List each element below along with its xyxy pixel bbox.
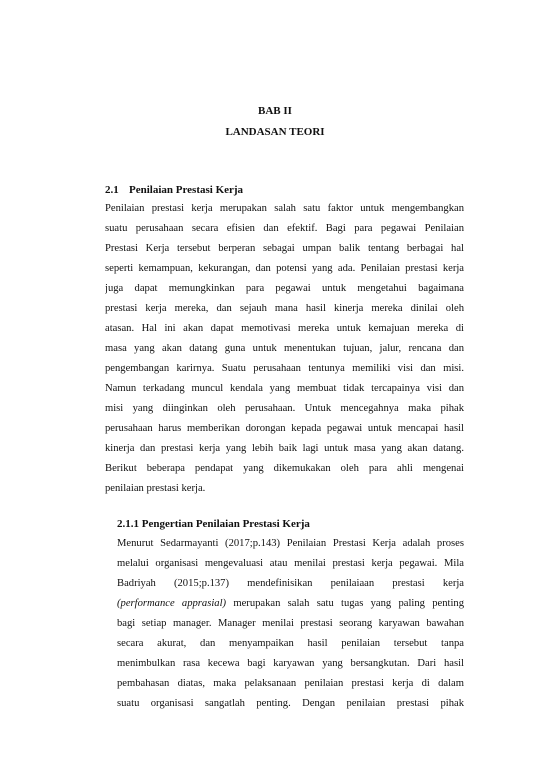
paragraph-line: prestasi kerja mereka, dan sejauh mana hasil kinerja mereka dinilai oleh bbox=[105, 303, 464, 314]
paragraph-line: Penilaian prestasi kerja merupakan salah satu faktor untuk mengembangkan bbox=[105, 203, 464, 214]
paragraph-line: seperti kemampuan, kekurangan, dan potensi yang ada. Penilaian prestasi kerja bbox=[105, 263, 464, 274]
paragraph-line: Namun terkadang muncul kendala yang membuat tidak tercapainya visi dan bbox=[105, 383, 464, 394]
chapter-number: BAB II bbox=[258, 105, 292, 117]
paragraph-line: penilaian prestasi kerja. bbox=[105, 483, 206, 494]
paragraph-line: misi yang diinginkan oleh perusahaan. Untuk mencegahnya maka pihak bbox=[105, 403, 464, 414]
paragraph-line: bagi setiap manager. Manager menilai prestasi seorang karyawan bawahan bbox=[117, 618, 464, 629]
paragraph-line: secara akurat, dan menyampaikan hasil penilaian tersebut tanpa bbox=[117, 638, 464, 649]
paragraph-line: juga dapat memungkinkan para pegawai untuk mengetahui bagaimana bbox=[105, 283, 464, 294]
paragraph-line: Prestasi Kerja tersebut berperan sebagai umpan balik tentang berbagai hal bbox=[105, 243, 464, 254]
paragraph-line: kinerja dan prestasi kerja yang lebih baik lagi untuk masa yang akan datang. bbox=[105, 443, 464, 454]
paragraph-line: atasan. Hal ini akan dapat memotivasi mereka untuk kemajuan mereka di bbox=[105, 323, 464, 334]
paragraph-line: Berikut beberapa pendapat yang dikemukakan oleh para ahli mengenai bbox=[105, 463, 464, 474]
paragraph-line: menimbulkan rasa kecewa bagi karyawan yang bersangkutan. Dari hasil bbox=[117, 658, 464, 669]
paragraph-line: suatu perusahaan secara efisien dan efektif. Bagi para pegawai Penilaian bbox=[105, 223, 464, 234]
subsection-number: 2.1.1 bbox=[117, 518, 139, 530]
paragraph-line: pembahasan diatas, maka pelaksanaan penilaian prestasi kerja di dalam bbox=[117, 678, 464, 689]
paragraph-line: Badriyah (2015;p.137) mendefinisikan penilaiaan prestasi kerja bbox=[117, 578, 464, 589]
subsection-heading bbox=[117, 517, 310, 531]
chapter-title: LANDASAN TEORI bbox=[225, 126, 325, 138]
section-title: Penilaian Prestasi Kerja bbox=[129, 184, 244, 196]
section-heading bbox=[105, 183, 243, 197]
paragraph-line: suatu organisasi sangatlah penting. Dengan penilaian prestasi pihak bbox=[117, 698, 464, 709]
paragraph-line: perusahaan harus memberikan dorongan kepada pegawai untuk mencapai hasil bbox=[105, 423, 464, 434]
section-number: 2.1 bbox=[105, 184, 119, 196]
paragraph-line: masa yang akan datang guna untuk menentukan tujuan, jalur, rencana dan bbox=[105, 343, 464, 354]
subsection-title: Pengertian Penilaian Prestasi Kerja bbox=[141, 518, 310, 530]
paragraph-line: pengembangan karirnya. Suatu perusahaan tentunya memiliki visi dan misi. bbox=[105, 363, 464, 374]
paragraph-line: Menurut Sedarmayanti (2017;p.143) Penilaian Prestasi Kerja adalah proses bbox=[117, 538, 464, 549]
paragraph-line bbox=[117, 597, 464, 611]
paragraph-line: melalui organisasi mengevaluasi atau menilai prestasi kerja pegawai. Mila bbox=[117, 558, 464, 569]
paragraph-line-text: merupakan salah satu tugas yang paling penting bbox=[233, 598, 464, 609]
italic-term: (performance apprasial) bbox=[117, 598, 227, 609]
